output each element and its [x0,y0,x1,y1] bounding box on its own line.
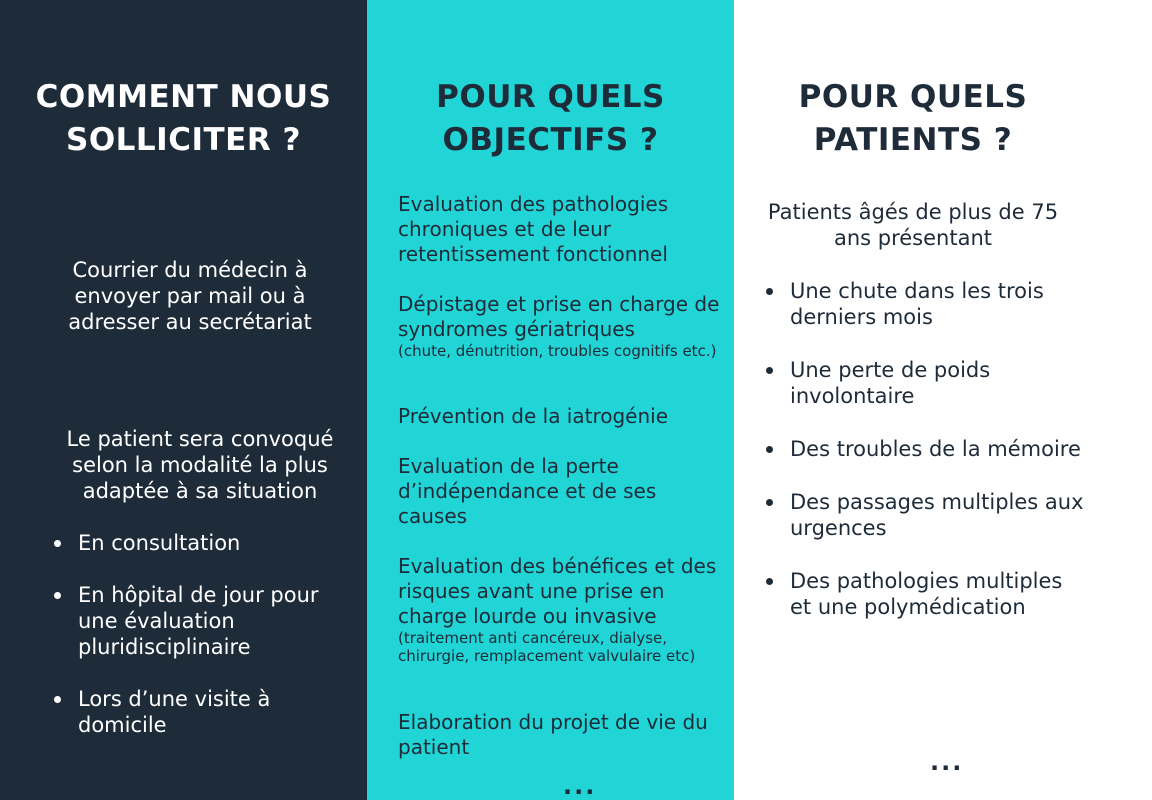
objective-item: Prévention de la iatrogénie [398,404,669,428]
convocation-text: Le patient sera convoqué selon la modalité la plus adaptée à sa situation [66,427,334,503]
list-item: En consultation [54,530,354,556]
list-item: Des troubles de la mémoire [766,436,1086,462]
objectives-heading: POUR QUELS OBJECTIFS ? [436,79,665,158]
how-to-request-column [0,0,367,800]
list-item: En hôpital de jour pour une évaluation pluridisciplinaire [54,582,354,660]
list-item: Des passages multiples aux urgences [766,489,1086,541]
objective-item: Evaluation des bénéfices et des risques avant une prise en charge lourde ou invasive (traitement anti cancéreux, dialyse, chirurgie, remplacement valvulaire etc) [398,554,717,665]
more-ellipsis: ... [930,748,964,776]
modalities-list [54,530,354,738]
more-ellipsis: ... [563,772,597,800]
list-item: Une perte de poids involontaire [766,357,1086,409]
patients-heading: POUR QUELS PATIENTS ? [798,79,1028,158]
patients-column [734,0,1152,800]
objective-item: Elaboration du projet de vie du patient [398,710,708,759]
list-item: Des pathologies multiples et une polymédication [766,568,1086,620]
patients-intro: Patients âgés de plus de 75 ans présentant [767,200,1059,250]
list-item: Une chute dans les trois derniers mois [766,278,1086,330]
list-item: Lors d’une visite à domicile [54,686,354,738]
objectives-column [367,0,734,800]
request-instructions: Courrier du médecin à envoyer par mail ou à adresser au secrétariat [68,258,312,334]
objective-item: Evaluation des pathologies chroniques et de leur retentissement fonctionnel [398,192,669,266]
objective-item: Dépistage et prise en charge de syndromes gériatriques (chute, dénutrition, troubles cognitifs etc.) [398,292,720,360]
patient-criteria-list [766,278,1086,620]
how-to-request-heading: COMMENT NOUS SOLLICITER ? [35,79,332,158]
objective-item: Evaluation de la perte d’indépendance et de ses causes [398,454,657,528]
